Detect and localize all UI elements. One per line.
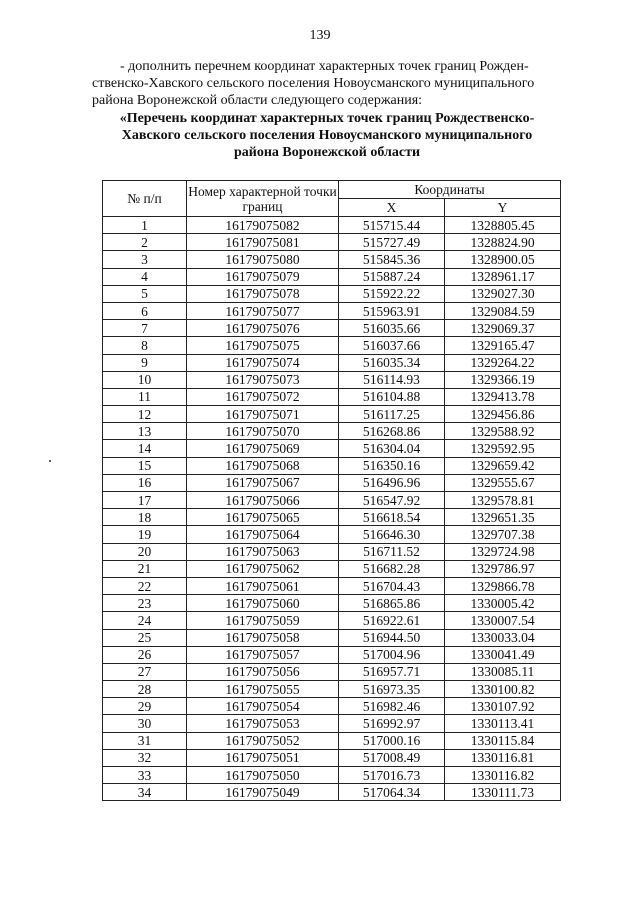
cell-number: 13 <box>103 423 187 440</box>
cell-x: 515845.36 <box>339 251 445 268</box>
cell-number: 17 <box>103 492 187 509</box>
cell-point-id: 16179075074 <box>187 354 339 371</box>
cell-number: 32 <box>103 749 187 766</box>
cell-number: 15 <box>103 457 187 474</box>
intro-line: ственско-Хавского сельского поселения Новоусманского муниципального <box>92 76 535 91</box>
cell-point-id: 16179075077 <box>187 302 339 319</box>
cell-x: 516992.97 <box>339 715 445 732</box>
cell-y: 1329707.38 <box>445 526 561 543</box>
cell-point-id: 16179075056 <box>187 663 339 680</box>
cell-x: 516035.66 <box>339 320 445 337</box>
cell-point-id: 16179075058 <box>187 629 339 646</box>
cell-number: 2 <box>103 234 187 251</box>
table-body <box>103 217 561 801</box>
table-row <box>103 406 561 423</box>
cell-x: 516957.71 <box>339 663 445 680</box>
cell-number: 12 <box>103 406 187 423</box>
table-row <box>103 543 561 560</box>
cell-y: 1329659.42 <box>445 457 561 474</box>
table-row <box>103 440 561 457</box>
cell-number: 22 <box>103 577 187 594</box>
cell-y: 1329456.86 <box>445 406 561 423</box>
cell-number: 24 <box>103 612 187 629</box>
cell-point-id: 16179075080 <box>187 251 339 268</box>
cell-number: 29 <box>103 698 187 715</box>
cell-number: 34 <box>103 784 187 801</box>
cell-y: 1329866.78 <box>445 577 561 594</box>
table-row <box>103 509 561 526</box>
cell-y: 1330115.84 <box>445 732 561 749</box>
cell-point-id: 16179075081 <box>187 234 339 251</box>
table-row <box>103 492 561 509</box>
cell-y: 1330116.82 <box>445 767 561 784</box>
table-row <box>103 646 561 663</box>
cell-point-id: 16179075072 <box>187 388 339 405</box>
cell-y: 1329366.19 <box>445 371 561 388</box>
cell-x: 516704.43 <box>339 577 445 594</box>
cell-point-id: 16179075049 <box>187 784 339 801</box>
cell-number: 23 <box>103 595 187 612</box>
cell-point-id: 16179075078 <box>187 285 339 302</box>
cell-y: 1330107.92 <box>445 698 561 715</box>
cell-number: 21 <box>103 560 187 577</box>
page-number: 139 <box>309 28 331 43</box>
cell-number: 16 <box>103 474 187 491</box>
header-number: № п/п <box>103 181 187 217</box>
cell-y: 1329578.81 <box>445 492 561 509</box>
cell-y: 1330005.42 <box>445 595 561 612</box>
cell-point-id: 16179075076 <box>187 320 339 337</box>
cell-number: 10 <box>103 371 187 388</box>
table-row <box>103 268 561 285</box>
cell-y: 1330100.82 <box>445 681 561 698</box>
table-row <box>103 474 561 491</box>
cell-point-id: 16179075071 <box>187 406 339 423</box>
cell-number: 19 <box>103 526 187 543</box>
table-row <box>103 612 561 629</box>
cell-point-id: 16179075061 <box>187 577 339 594</box>
cell-point-id: 16179075055 <box>187 681 339 698</box>
intro-line: - дополнить перечнем координат характерных точек границ Рожден- <box>120 59 529 74</box>
table-row <box>103 698 561 715</box>
cell-y: 1329588.92 <box>445 423 561 440</box>
cell-point-id: 16179075075 <box>187 337 339 354</box>
cell-x: 516973.35 <box>339 681 445 698</box>
cell-y: 1330041.49 <box>445 646 561 663</box>
cell-y: 1329165.47 <box>445 337 561 354</box>
heading-line: района Воронежской области <box>233 145 421 160</box>
cell-number: 9 <box>103 354 187 371</box>
cell-x: 516117.25 <box>339 406 445 423</box>
cell-point-id: 16179075073 <box>187 371 339 388</box>
table-row <box>103 784 561 801</box>
cell-number: 27 <box>103 663 187 680</box>
cell-point-id: 16179075060 <box>187 595 339 612</box>
cell-x: 516496.96 <box>339 474 445 491</box>
cell-x: 515715.44 <box>339 217 445 234</box>
cell-point-id: 16179075082 <box>187 217 339 234</box>
cell-y: 1328900.05 <box>445 251 561 268</box>
cell-y: 1328961.17 <box>445 268 561 285</box>
cell-number: 25 <box>103 629 187 646</box>
cell-point-id: 16179075067 <box>187 474 339 491</box>
table-row <box>103 577 561 594</box>
cell-point-id: 16179075079 <box>187 268 339 285</box>
cell-y: 1329413.78 <box>445 388 561 405</box>
cell-point-id: 16179075050 <box>187 767 339 784</box>
table-row <box>103 320 561 337</box>
table-row <box>103 663 561 680</box>
cell-point-id: 16179075051 <box>187 749 339 766</box>
cell-number: 30 <box>103 715 187 732</box>
cell-point-id: 16179075053 <box>187 715 339 732</box>
table-row <box>103 423 561 440</box>
cell-number: 33 <box>103 767 187 784</box>
cell-x: 517000.16 <box>339 732 445 749</box>
cell-y: 1330085.11 <box>445 663 561 680</box>
cell-number: 8 <box>103 337 187 354</box>
cell-x: 516982.46 <box>339 698 445 715</box>
header-coordinates: Координаты <box>339 181 561 199</box>
table-row <box>103 302 561 319</box>
cell-number: 14 <box>103 440 187 457</box>
cell-x: 517008.49 <box>339 749 445 766</box>
table-row <box>103 715 561 732</box>
cell-y: 1328824.90 <box>445 234 561 251</box>
cell-y: 1329651.35 <box>445 509 561 526</box>
table-row <box>103 560 561 577</box>
cell-y: 1330111.73 <box>445 784 561 801</box>
cell-y: 1329264.22 <box>445 354 561 371</box>
cell-y: 1328805.45 <box>445 217 561 234</box>
table-row <box>103 337 561 354</box>
table-row <box>103 595 561 612</box>
cell-point-id: 16179075066 <box>187 492 339 509</box>
cell-y: 1329786.97 <box>445 560 561 577</box>
cell-point-id: 16179075057 <box>187 646 339 663</box>
cell-number: 26 <box>103 646 187 663</box>
cell-point-id: 16179075054 <box>187 698 339 715</box>
cell-point-id: 16179075064 <box>187 526 339 543</box>
cell-y: 1330007.54 <box>445 612 561 629</box>
cell-x: 515922.22 <box>339 285 445 302</box>
cell-x: 516104.88 <box>339 388 445 405</box>
cell-number: 6 <box>103 302 187 319</box>
cell-x: 516618.54 <box>339 509 445 526</box>
table-row <box>103 767 561 784</box>
table-header-row <box>103 181 561 199</box>
cell-point-id: 16179075062 <box>187 560 339 577</box>
cell-x: 515963.91 <box>339 302 445 319</box>
cell-x: 516350.16 <box>339 457 445 474</box>
cell-point-id: 16179075070 <box>187 423 339 440</box>
cell-x: 515887.24 <box>339 268 445 285</box>
cell-x: 517064.34 <box>339 784 445 801</box>
cell-x: 516268.86 <box>339 423 445 440</box>
table-row <box>103 457 561 474</box>
table-row <box>103 251 561 268</box>
cell-y: 1330116.81 <box>445 749 561 766</box>
header-y: Y <box>445 199 561 217</box>
table-row <box>103 526 561 543</box>
header-x: X <box>339 199 445 217</box>
cell-x: 516035.34 <box>339 354 445 371</box>
cell-x: 516037.66 <box>339 337 445 354</box>
table-row <box>103 354 561 371</box>
cell-number: 18 <box>103 509 187 526</box>
cell-x: 516944.50 <box>339 629 445 646</box>
intro-line: района Воронежской области следующего содержания: <box>92 93 423 108</box>
cell-point-id: 16179075065 <box>187 509 339 526</box>
table-row <box>103 371 561 388</box>
cell-x: 517004.96 <box>339 646 445 663</box>
cell-point-id: 16179075068 <box>187 457 339 474</box>
cell-number: 31 <box>103 732 187 749</box>
cell-point-id: 16179075063 <box>187 543 339 560</box>
cell-y: 1329027.30 <box>445 285 561 302</box>
cell-number: 5 <box>103 285 187 302</box>
cell-x: 516547.92 <box>339 492 445 509</box>
cell-x: 517016.73 <box>339 767 445 784</box>
table-row <box>103 732 561 749</box>
table-row <box>103 285 561 302</box>
cell-number: 11 <box>103 388 187 405</box>
table-row <box>103 629 561 646</box>
cell-x: 516711.52 <box>339 543 445 560</box>
cell-x: 516865.86 <box>339 595 445 612</box>
intro-paragraph <box>92 58 562 109</box>
cell-y: 1329069.37 <box>445 320 561 337</box>
cell-x: 516114.93 <box>339 371 445 388</box>
heading-line: «Перечень координат характерных точек границ Рождественско- <box>119 111 535 126</box>
cell-y: 1329084.59 <box>445 302 561 319</box>
table-row <box>103 217 561 234</box>
cell-number: 28 <box>103 681 187 698</box>
cell-number: 3 <box>103 251 187 268</box>
cell-x: 516682.28 <box>339 560 445 577</box>
cell-x: 516646.30 <box>339 526 445 543</box>
cell-x: 516304.04 <box>339 440 445 457</box>
cell-point-id: 16179075069 <box>187 440 339 457</box>
cell-number: 7 <box>103 320 187 337</box>
table-heading <box>92 110 562 161</box>
cell-x: 516922.61 <box>339 612 445 629</box>
table-row <box>103 681 561 698</box>
coordinates-table <box>102 180 561 801</box>
header-point-id: Номер характерной точки границ <box>187 181 339 217</box>
heading-line: Хавского сельского поселения Новоусманского муниципального <box>121 128 533 143</box>
cell-y: 1329592.95 <box>445 440 561 457</box>
cell-y: 1329555.67 <box>445 474 561 491</box>
cell-y: 1329724.98 <box>445 543 561 560</box>
cell-y: 1330033.04 <box>445 629 561 646</box>
cell-x: 515727.49 <box>339 234 445 251</box>
margin-mark <box>49 460 51 462</box>
cell-number: 4 <box>103 268 187 285</box>
table-row <box>103 234 561 251</box>
cell-point-id: 16179075052 <box>187 732 339 749</box>
cell-y: 1330113.41 <box>445 715 561 732</box>
cell-point-id: 16179075059 <box>187 612 339 629</box>
table-row <box>103 749 561 766</box>
table-row <box>103 388 561 405</box>
cell-number: 1 <box>103 217 187 234</box>
cell-number: 20 <box>103 543 187 560</box>
